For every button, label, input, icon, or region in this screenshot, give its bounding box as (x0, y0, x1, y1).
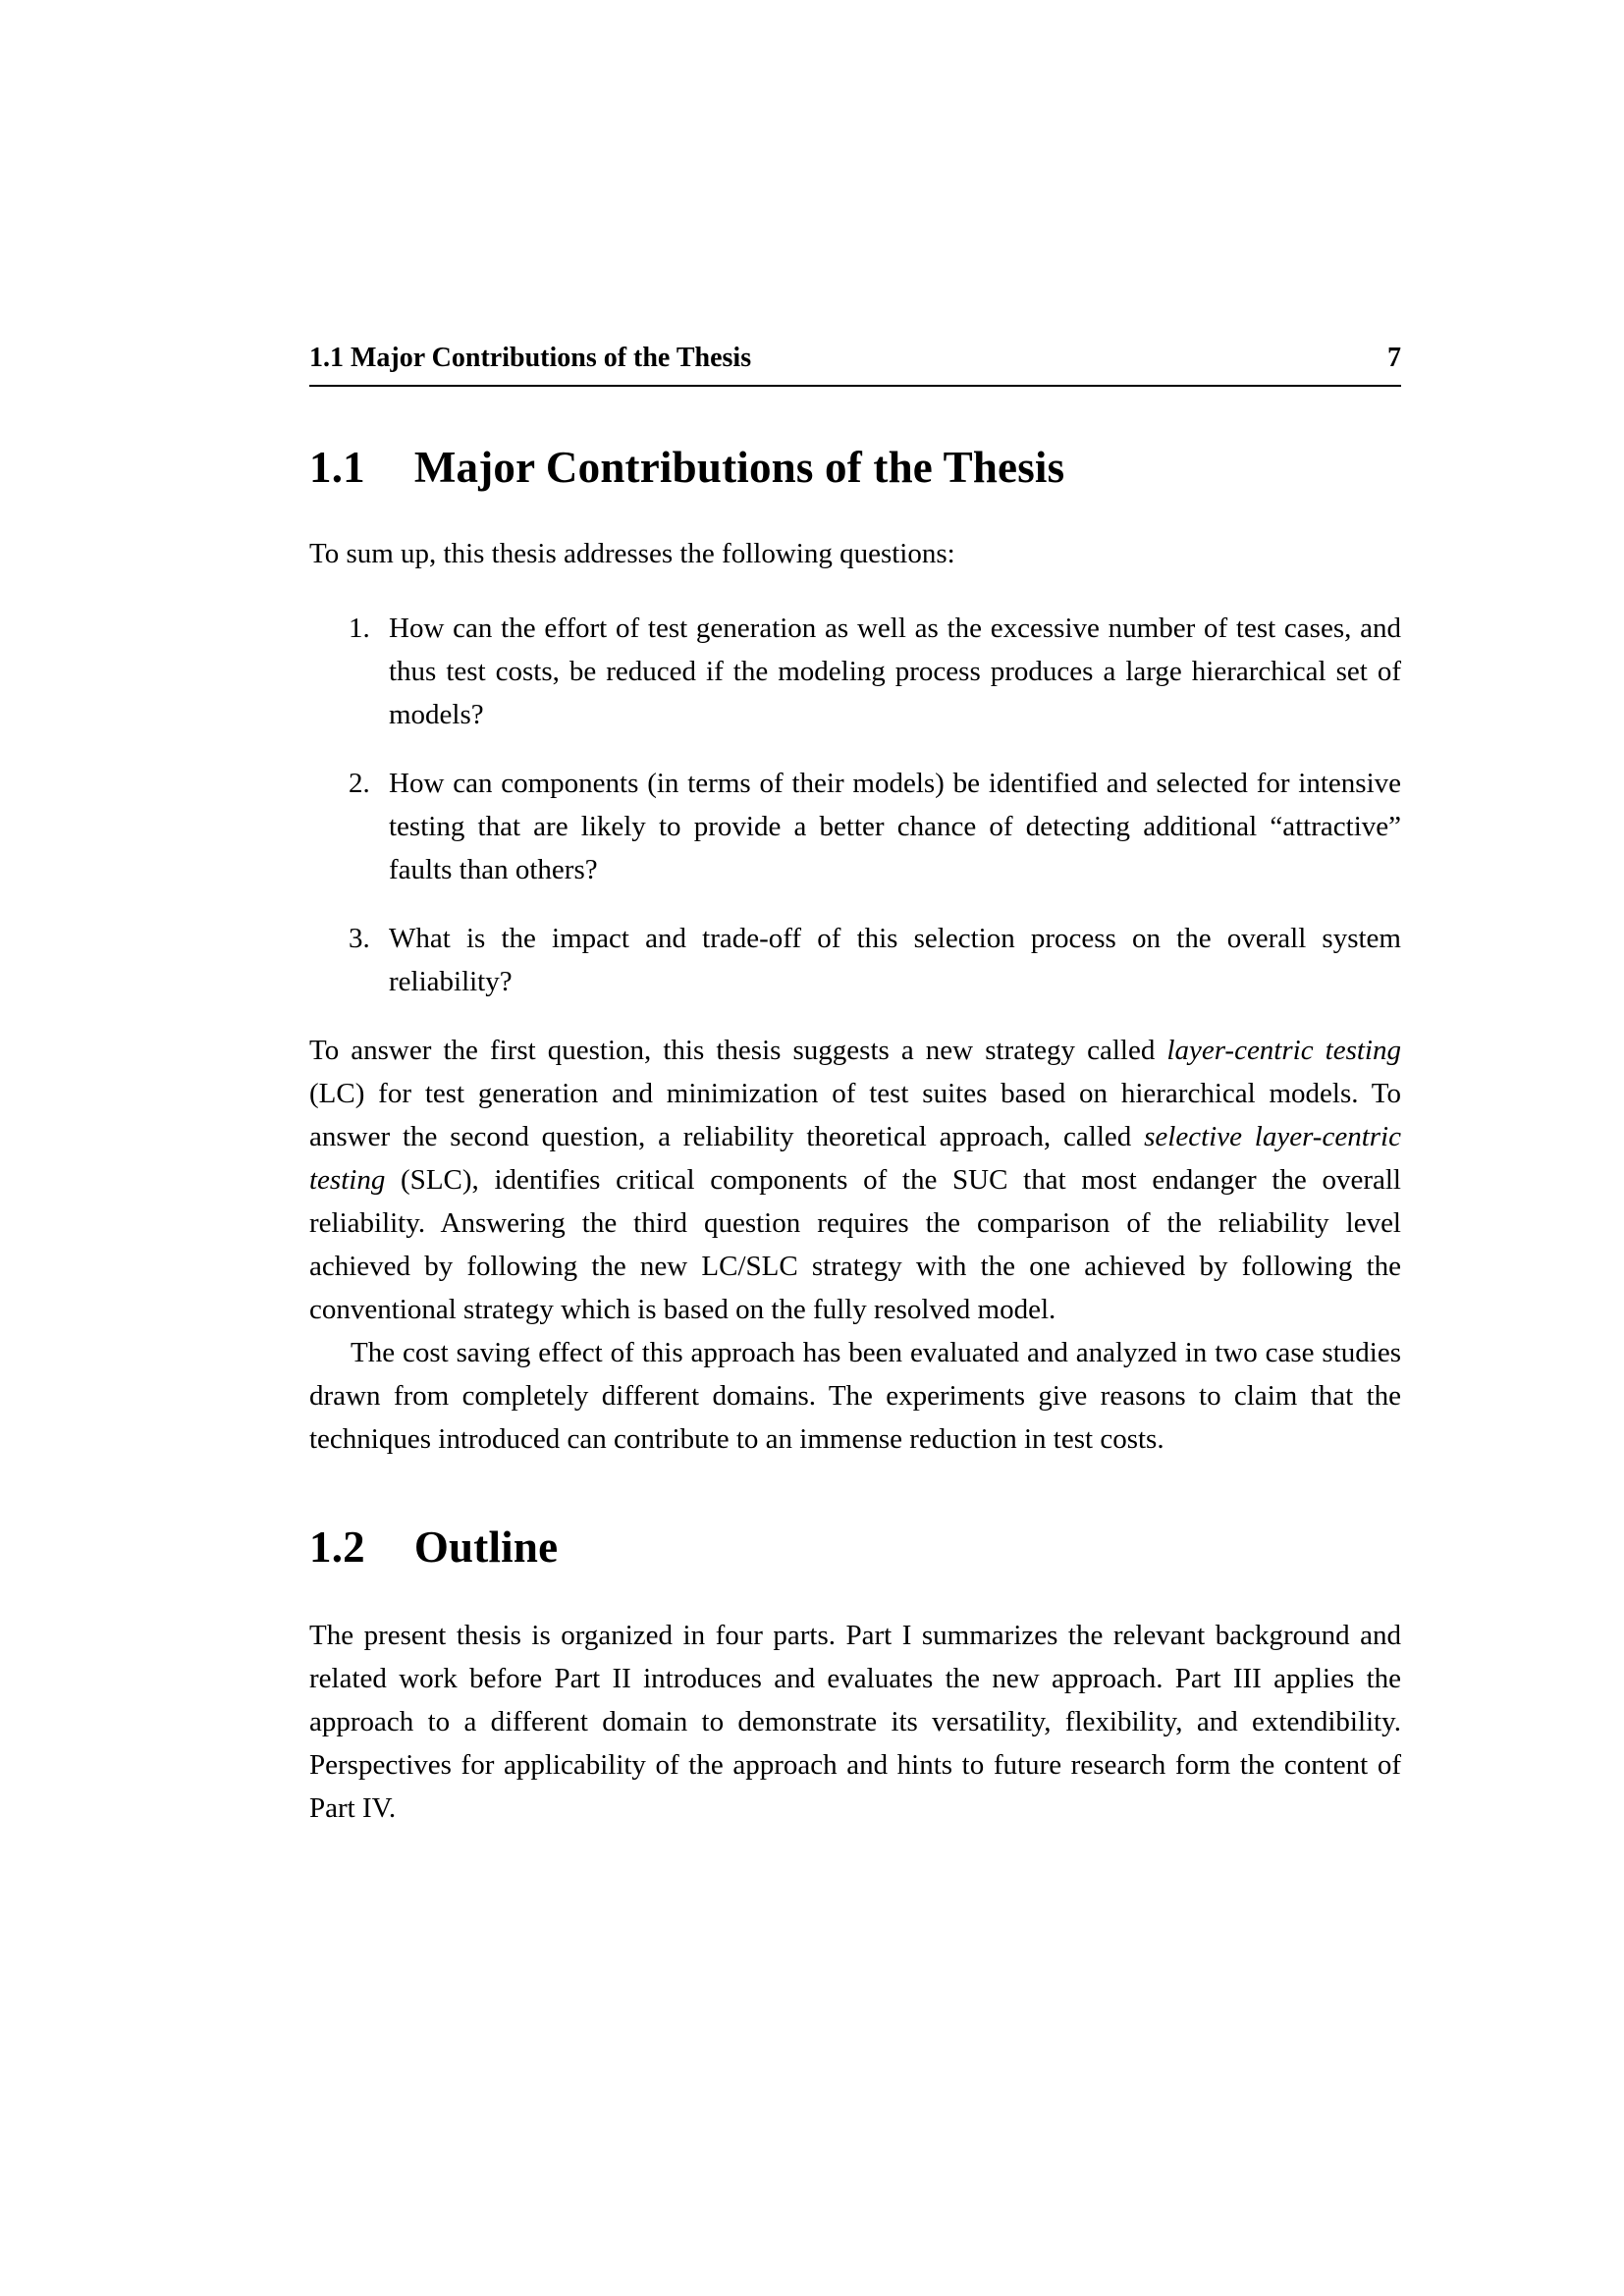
list-item-number: 3. (349, 923, 370, 954)
cost-saving-paragraph: The cost saving effect of this approach has been evaluated and analyzed in two case studies drawn from completely different domains. The experiments give reasons to claim that the techniques introduced can contribute to an immense reduction in test costs. (309, 1337, 1401, 1455)
section-title-1-1: Major Contributions of the Thesis (413, 443, 1065, 492)
questions-list (309, 607, 1401, 1003)
section-number-1-1: 1.1 (309, 443, 365, 492)
section-number-1-2: 1.2 (309, 1522, 365, 1572)
section-heading-1-2 (309, 1522, 1401, 1573)
list-item-question-2 (309, 762, 1401, 891)
header-rule (309, 385, 1401, 387)
page-content (309, 342, 1401, 1830)
answer-segment: To answer the first question, this thesis suggests a new strategy called (309, 1035, 1167, 1066)
section-heading-1-1 (309, 442, 1401, 493)
page-number: 7 (1387, 343, 1401, 373)
outline-paragraph: The present thesis is organized in four parts. Part I summarizes the relevant background and related work before Part II introduces and evaluates the new approach. Part III applies the approach to a different domain to demonstrate its versatility, flexibility, and extendibility. Perspectives for applicability of the approach and hints to future research form the content of Part IV. (309, 1620, 1401, 1824)
list-item-question-3 (309, 917, 1401, 1003)
section-title-1-2: Outline (413, 1522, 559, 1572)
list-item-question-1 (309, 607, 1401, 736)
answer-paragraph (309, 1029, 1401, 1331)
list-item-text: How can components (in terms of their models) be identified and selected for intensive testing that are likely to provide a better chance of detecting additional “attractive” faults than others? (389, 768, 1401, 885)
list-item-text: How can the effort of test generation as well as the excessive number of test cases, and thus test costs, be reduced if the modeling process produces a large hierarchical set of models? (389, 613, 1401, 730)
list-item-number: 2. (349, 768, 370, 799)
running-header-title: 1.1 Major Contributions of the Thesis (309, 343, 752, 373)
italic-term-selective-layer-centric-testing: selective layer-centric testing (309, 1121, 1401, 1196)
list-item-number: 1. (349, 613, 370, 644)
answer-segment: (LC) for test generation and minimization of test suites based on hierarchical models. To answer the second question, a reliability theoretical approach, called (309, 1078, 1401, 1152)
italic-term-layer-centric-testing: layer-centric testing (1166, 1035, 1401, 1066)
list-item-text: What is the impact and trade-off of this selection process on the overall system reliability? (389, 923, 1401, 997)
intro-paragraph: To sum up, this thesis addresses the following questions: (309, 538, 955, 569)
answer-segment: (SLC), identifies critical components of the SUC that most endanger the overall reliability. Answering the third question requires the comparison of the reliability level achieved by following the new LC/SLC strategy with the one achieved by following the conventional strategy which is based on the fully resolved model. (309, 1164, 1401, 1325)
running-header (309, 342, 1401, 375)
